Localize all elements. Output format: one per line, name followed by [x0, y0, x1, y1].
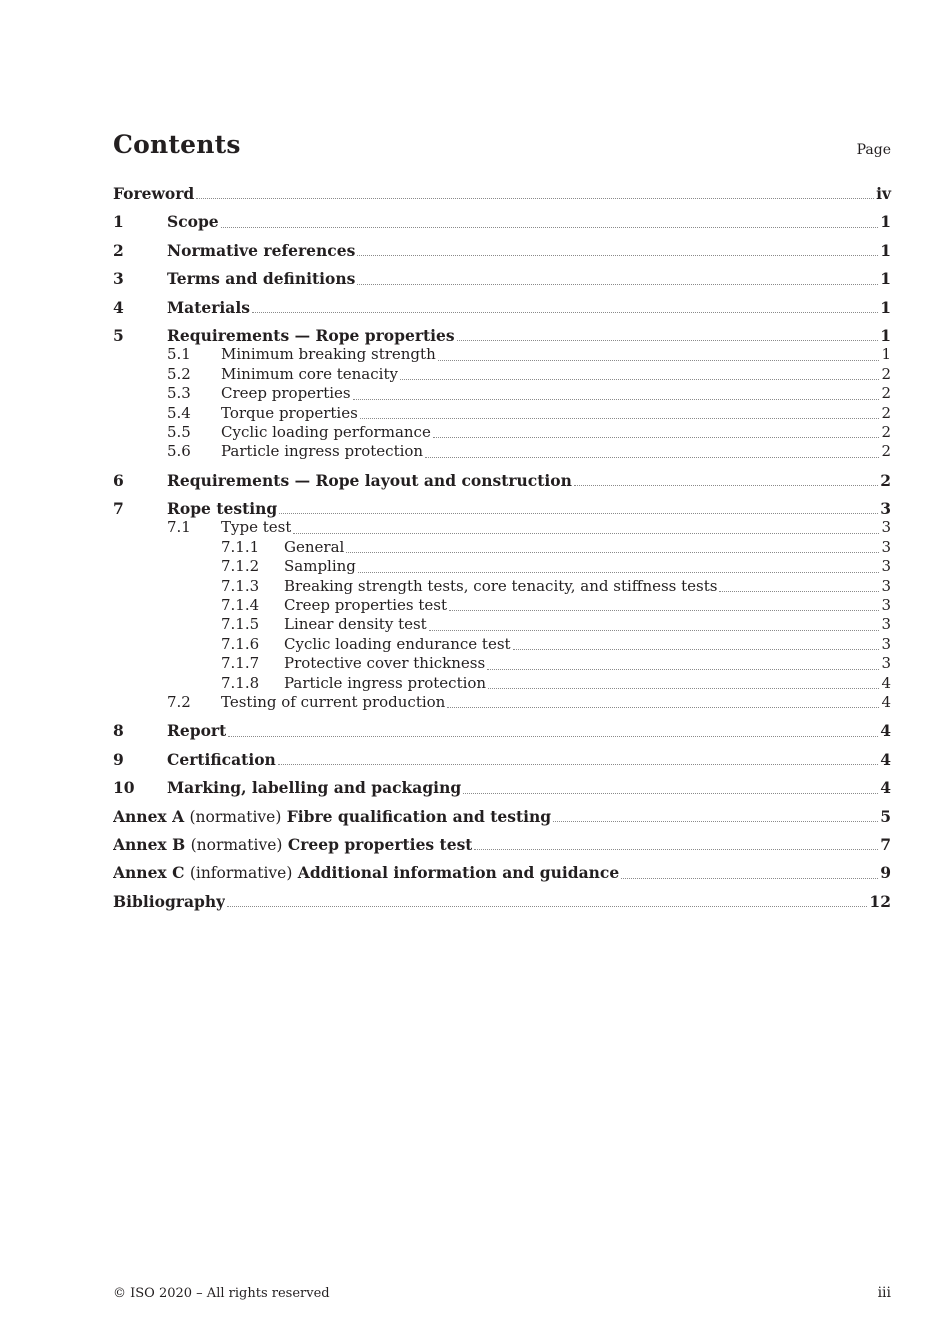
- dot-leader: [221, 227, 879, 228]
- toc-page: 4: [880, 749, 891, 769]
- toc-page: 2: [881, 403, 891, 422]
- toc-title: Materials: [167, 297, 250, 317]
- dot-leader: [438, 360, 880, 361]
- toc-page: 2: [881, 384, 891, 403]
- dot-leader: [293, 533, 879, 534]
- toc-number: 9: [113, 749, 124, 769]
- toc-page: 1: [881, 345, 891, 364]
- dot-leader: [553, 821, 878, 822]
- dot-leader: [353, 399, 880, 400]
- toc-title: Breaking strength tests, core tenacity, and stiffness tests: [284, 576, 718, 595]
- annex-label: Annex A: [113, 806, 185, 826]
- toc-entry-5[interactable]: [113, 326, 891, 345]
- toc-entry-4[interactable]: [113, 298, 891, 317]
- dot-leader: [463, 793, 878, 794]
- dot-leader: [488, 688, 879, 689]
- toc-title: Protective cover thickness: [284, 654, 486, 673]
- toc-entry-7-1-2[interactable]: [113, 557, 891, 576]
- toc-title: Sampling: [284, 557, 356, 576]
- toc-page: 2: [881, 422, 891, 441]
- toc-entry-6[interactable]: [113, 471, 891, 490]
- dot-leader: [719, 591, 879, 592]
- toc-page: 1: [880, 269, 891, 289]
- toc-title: Linear density test: [284, 615, 427, 634]
- toc-page: 4: [881, 673, 891, 692]
- toc-entry-1[interactable]: [113, 212, 891, 231]
- dot-leader: [228, 736, 878, 737]
- toc-page: 4: [880, 721, 891, 741]
- toc-number: 10: [113, 778, 135, 798]
- toc-entry-7-1[interactable]: [113, 518, 891, 537]
- toc-entry-annex-b[interactable]: [113, 835, 891, 854]
- dot-leader: [357, 255, 878, 256]
- page-column-label: Page: [856, 142, 891, 158]
- toc-entry-7-1-4[interactable]: [113, 596, 891, 615]
- table-of-contents: [113, 184, 891, 911]
- toc-entry-7[interactable]: [113, 499, 891, 518]
- toc-page: 12: [869, 891, 891, 911]
- toc-title: Bibliography: [113, 891, 226, 911]
- dot-leader: [487, 669, 879, 670]
- toc-page: 1: [880, 325, 891, 345]
- dot-leader: [433, 437, 880, 438]
- toc-page: 3: [881, 576, 891, 595]
- dot-leader: [425, 457, 879, 458]
- toc-title: Requirements — Rope properties: [167, 325, 455, 345]
- toc-number: 7.1.7: [221, 654, 260, 673]
- toc-entry-7-1-1[interactable]: [113, 538, 891, 557]
- toc-entry-10[interactable]: [113, 778, 891, 797]
- annex-title: Creep properties test: [287, 834, 473, 854]
- toc-page: 5: [880, 806, 891, 826]
- dot-leader: [449, 610, 879, 611]
- toc-entry-annex-c[interactable]: [113, 863, 891, 882]
- toc-entry-7-1-5[interactable]: [113, 615, 891, 634]
- dot-leader: [621, 878, 878, 879]
- toc-entry-7-1-3[interactable]: [113, 577, 891, 596]
- toc-page: 7: [880, 834, 891, 854]
- toc-page: 3: [881, 615, 891, 634]
- toc-title: Report: [167, 721, 227, 741]
- toc-entry-7-1-6[interactable]: [113, 635, 891, 654]
- toc-title: Torque properties: [221, 403, 358, 422]
- annex-type: (normative): [189, 807, 282, 826]
- toc-title: [113, 863, 619, 883]
- toc-title: Particle ingress protection: [221, 442, 424, 461]
- toc-number: 5.6: [167, 442, 191, 461]
- toc-number: 7.1: [167, 518, 191, 537]
- toc-title: Cyclic loading performance: [221, 422, 431, 441]
- page-title: Contents: [113, 130, 241, 159]
- toc-number: 2: [113, 240, 124, 260]
- toc-number: 7.1.1: [221, 537, 260, 556]
- toc-number: 5: [113, 325, 124, 345]
- toc-title: Creep properties: [221, 384, 351, 403]
- toc-entry-7-2[interactable]: [113, 693, 891, 712]
- toc-entry-5-2[interactable]: [113, 365, 891, 384]
- toc-page: 9: [880, 863, 891, 883]
- toc-page: iv: [876, 184, 891, 203]
- footer-copyright: © ISO 2020 – All rights reserved: [113, 1286, 330, 1301]
- toc-number: 7.1.3: [221, 576, 260, 595]
- toc-entry-5-6[interactable]: [113, 442, 891, 461]
- toc-title: Normative references: [167, 240, 356, 260]
- toc-entry-7-1-8[interactable]: [113, 674, 891, 693]
- annex-title: Fibre qualification and testing: [286, 806, 552, 826]
- toc-number: 4: [113, 297, 124, 317]
- toc-page: 2: [881, 364, 891, 383]
- toc-page: 1: [880, 240, 891, 260]
- footer-page-number: iii: [877, 1285, 891, 1301]
- toc-number: 5.4: [167, 403, 191, 422]
- toc-entry-8[interactable]: [113, 721, 891, 740]
- dot-leader: [358, 572, 880, 573]
- toc-page: 4: [880, 778, 891, 798]
- toc-page: 3: [881, 537, 891, 556]
- toc-page: 3: [881, 596, 891, 615]
- toc-title: Foreword: [113, 184, 195, 203]
- toc-title: Scope: [167, 212, 219, 232]
- toc-page: 4: [881, 692, 891, 711]
- toc-number: 5.5: [167, 422, 191, 441]
- dot-leader: [400, 379, 880, 380]
- toc-number: 3: [113, 269, 124, 289]
- annex-title: Additional information and guidance: [297, 863, 620, 883]
- toc-title: General: [284, 537, 345, 556]
- toc-page: 3: [881, 634, 891, 653]
- toc-entry-2[interactable]: [113, 241, 891, 260]
- toc-title: Terms and definitions: [167, 269, 356, 289]
- toc-entry-7-1-7[interactable]: [113, 654, 891, 673]
- toc-title: [113, 807, 551, 827]
- toc-title: Marking, labelling and packaging: [167, 778, 462, 798]
- toc-entry-bibliography[interactable]: [113, 892, 891, 911]
- toc-page: 3: [881, 557, 891, 576]
- toc-entry-foreword[interactable]: [113, 184, 891, 203]
- dot-leader: [457, 340, 879, 341]
- toc-title: Minimum breaking strength: [221, 345, 436, 364]
- toc-number: 7.1.4: [221, 596, 260, 615]
- dot-leader: [447, 707, 879, 708]
- dot-leader: [196, 198, 874, 199]
- toc-title: Testing of current production: [221, 692, 446, 711]
- toc-page: 3: [881, 654, 891, 673]
- annex-type: (normative): [190, 835, 283, 854]
- dot-leader: [357, 284, 878, 285]
- toc-title: Minimum core tenacity: [221, 364, 398, 383]
- dot-leader: [574, 485, 878, 486]
- dot-leader: [429, 630, 880, 631]
- toc-title: [113, 835, 472, 855]
- toc-number: 6: [113, 470, 124, 490]
- dot-leader: [474, 849, 878, 850]
- toc-entry-3[interactable]: [113, 269, 891, 288]
- toc-number: 5.2: [167, 364, 191, 383]
- dot-leader: [346, 552, 879, 553]
- toc-entry-5-1[interactable]: [113, 345, 891, 364]
- dot-leader: [278, 764, 878, 765]
- toc-page: 3: [881, 518, 891, 537]
- annex-label: Annex C: [113, 863, 185, 883]
- dot-leader: [252, 312, 878, 313]
- toc-title: Cyclic loading endurance test: [284, 634, 511, 653]
- toc-number: 5.1: [167, 345, 191, 364]
- dot-leader: [227, 906, 867, 907]
- toc-number: 5.3: [167, 384, 191, 403]
- dot-leader: [279, 513, 878, 514]
- toc-number: 7.2: [167, 692, 191, 711]
- toc-page: 1: [880, 297, 891, 317]
- toc-entry-9[interactable]: [113, 750, 891, 769]
- toc-entry-5-5[interactable]: [113, 423, 891, 442]
- toc-page: 1: [880, 212, 891, 232]
- toc-page: 2: [880, 470, 891, 490]
- toc-number: 7: [113, 499, 124, 519]
- toc-title: Requirements — Rope layout and construction: [167, 470, 572, 490]
- toc-number: 8: [113, 721, 124, 741]
- toc-number: 1: [113, 212, 124, 232]
- toc-title: Rope testing: [167, 499, 278, 519]
- toc-page: 2: [881, 442, 891, 461]
- annex-label: Annex B: [113, 834, 186, 854]
- toc-entry-5-4[interactable]: [113, 404, 891, 423]
- toc-title: Particle ingress protection: [284, 673, 487, 692]
- toc-number: 7.1.6: [221, 634, 260, 653]
- toc-entry-5-3[interactable]: [113, 384, 891, 403]
- toc-title: Certification: [167, 749, 276, 769]
- toc-number: 7.1.5: [221, 615, 260, 634]
- toc-title: Creep properties test: [284, 596, 448, 615]
- toc-entry-annex-a[interactable]: [113, 807, 891, 826]
- toc-number: 7.1.8: [221, 673, 260, 692]
- dot-leader: [513, 649, 880, 650]
- toc-number: 7.1.2: [221, 557, 260, 576]
- dot-leader: [360, 418, 880, 419]
- annex-type: (informative): [189, 864, 293, 883]
- toc-page: 3: [880, 499, 891, 519]
- toc-title: Type test: [221, 518, 292, 537]
